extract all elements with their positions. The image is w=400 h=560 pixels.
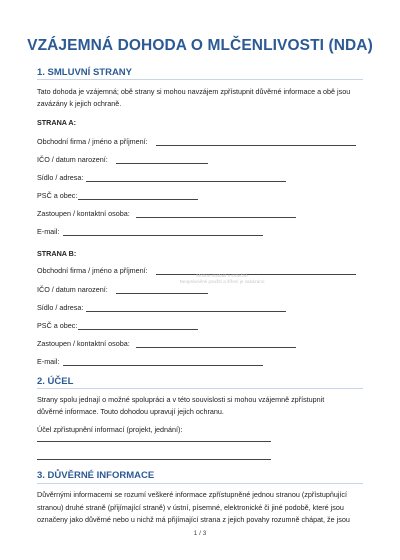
party-b-id-field[interactable] xyxy=(116,293,208,294)
party-a-company-label: Obchodní firma / jméno a příjmení: xyxy=(37,137,148,146)
watermark-line-2: Neoprávněné použití a šíření je zakázáno xyxy=(179,279,265,284)
party-a-seat-field[interactable] xyxy=(86,181,286,182)
party-b-zip-label: PSČ a obec: xyxy=(37,321,78,330)
section-3-heading: 3. DŮVĚRNÉ INFORMACE xyxy=(37,470,155,481)
section-1-intro-line-1: Tato dohoda je vzájemná; obě strany si mohou navzájem zpřístupnit důvěrné informace a obě jsou xyxy=(37,87,351,96)
section-3-line-2: stranou) druhé straně (přijímající straně) v ústní, písemné, elektronické či jiné podobě, které jsou xyxy=(37,503,344,512)
section-2-line-2: důvěrné informace. Touto dohodou upravují jejich ochranu. xyxy=(37,407,224,416)
party-a-zip-label: PSČ a obec: xyxy=(37,191,78,200)
party-b-email-label: E-mail: xyxy=(37,357,60,366)
page-number: 1 / 3 xyxy=(193,530,207,537)
document-title: VZÁJEMNÁ DOHODA O MLČENLIVOSTI (NDA) xyxy=(27,37,373,54)
party-b-seat-label: Sídlo / adresa: xyxy=(37,303,84,312)
section-3-rule xyxy=(37,483,363,484)
purpose-field-line-2[interactable] xyxy=(37,459,271,460)
party-a-email-field[interactable] xyxy=(63,235,263,236)
purpose-label: Účel zpřístupnění informací (projekt, jednání): xyxy=(37,425,183,434)
party-a-id-field[interactable] xyxy=(116,163,208,164)
section-2-line-1: Strany spolu jednají o možné spolupráci a v této souvislosti si mohou vzájemně zpřístupnit xyxy=(37,395,325,404)
party-b-contact-field[interactable] xyxy=(136,347,296,348)
section-3-line-3: označeny jako důvěrné nebo u nichž má přijímající strana z jejich povahy rozumně chápat, že jsou xyxy=(37,515,350,524)
party-a-email-label: E-mail: xyxy=(37,227,60,236)
party-b-company-label: Obchodní firma / jméno a příjmení: xyxy=(37,266,148,275)
party-a-contact-label: Zastoupen / kontaktní osoba: xyxy=(37,209,130,218)
party-b-seat-field[interactable] xyxy=(86,311,286,312)
party-a-heading: STRANA A: xyxy=(37,118,76,127)
party-a-contact-field[interactable] xyxy=(136,217,296,218)
party-b-contact-label: Zastoupen / kontaktní osoba: xyxy=(37,339,130,348)
party-b-id-label: IČO / datum narození: xyxy=(37,285,108,294)
section-3-line-1: Důvěrnými informacemi se rozumí veškeré informace zpřístupněné jednou stranou (zpřístupňující xyxy=(37,490,347,499)
party-b-heading: STRANA B: xyxy=(37,249,77,258)
section-1-heading: 1. SMLUVNÍ STRANY xyxy=(37,67,133,78)
purpose-field-line-1[interactable] xyxy=(37,441,271,442)
section-2-heading: 2. ÚČEL xyxy=(37,376,74,387)
section-1-intro-line-2: zavázány k jejich ochraně. xyxy=(37,99,122,108)
section-1-rule xyxy=(37,79,363,80)
section-2-rule xyxy=(37,388,363,389)
watermark xyxy=(162,273,282,285)
party-a-id-label: IČO / datum narození: xyxy=(37,155,108,164)
party-b-zip-field[interactable] xyxy=(78,329,198,330)
party-a-company-field[interactable] xyxy=(156,145,356,146)
party-a-seat-label: Sídlo / adresa: xyxy=(37,173,84,182)
watermark-line-1: Mohou kontakt v srdečně xyxy=(196,273,248,278)
party-a-zip-field[interactable] xyxy=(78,199,198,200)
party-b-email-field[interactable] xyxy=(63,365,263,366)
